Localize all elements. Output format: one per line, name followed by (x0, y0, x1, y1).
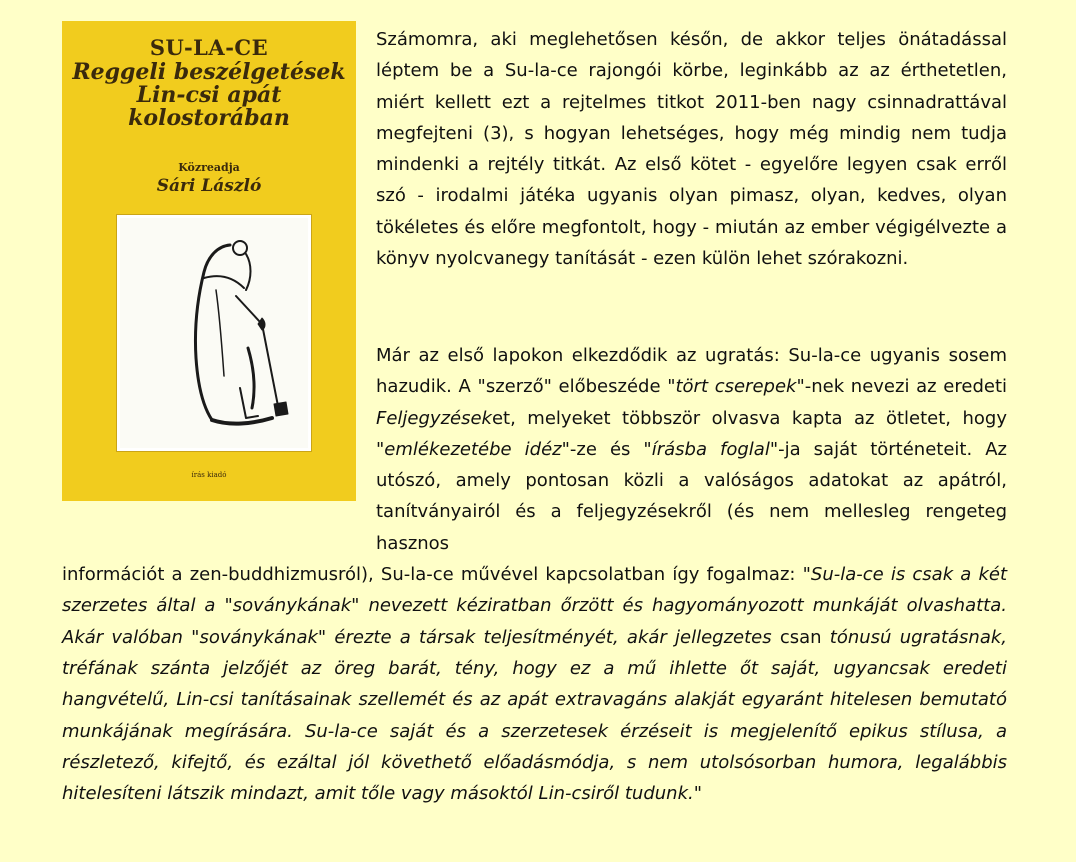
italic-span: írásba foglal (651, 438, 770, 460)
text-span: információt a zen-buddhizmusról), Su-la-ce művével kapcsolatban így fogalmaz: " (62, 564, 811, 586)
cover-publisher: írás kiadó (191, 471, 227, 479)
paragraph-2-wrapped-part (62, 340, 1007, 559)
cover-author: SU-LA-CE (149, 35, 269, 60)
cover-editor: Sári László (156, 176, 262, 196)
quote-italic-span: tónusú ugratásnak, tréfának szánta jelzőjét az öreg barát, tény, hogy ez a mű ihlette őt saját, ugyancsak eredeti hangvételű, Lin-csi tanításainak szellemét és az apát extravagáns alakját egyaránt hitelesen bemutató munkájának megírására. Su-la-ce saját és a szerzetesek érzéseit is megjelenítő epikus stílusa, a részletező, kifejtő, és ezáltal jól követhető előadásmódja, s nem utolsósorban humora, legalábbis hitelesíteni látszik mindazt, amit tőle vagy másoktól Lin-csiről tudunk. (62, 626, 1008, 805)
quote-italic-span: Su-la-ce is csak a két szerzetes által a "soványkának" nevezett kéziratban őrzött és hagyományozott munkáját olvashatta. Akár valóban "soványkának" érezte a társak teljesítményét, akár jellegzetes (62, 564, 1008, 648)
italic-span: emlékezetébe idéz (384, 438, 562, 460)
text-span: csan (779, 626, 822, 648)
text-span: Már az első lapokon elkezdődik az ugratás: Su-la-ce ugyanis sosem hazudik. A "szerző" előbeszéde " (376, 345, 1007, 398)
paragraph-2-full-width-part (62, 559, 1007, 809)
paragraph-2 (62, 340, 1007, 809)
text-span: et, melyeket többször olvasva kapta az ötletet, hogy " (376, 407, 1007, 460)
italic-span: tört cserepek (675, 376, 797, 398)
text-span: "-nek nevezi az eredeti (796, 376, 1007, 398)
text-span: "-ja saját történeteit. Az utószó, amely pontosan közli a valóságos adatokat az apátról, tanítványairól és a feljegyzésekről (és nem mellesleg rengeteg hasznos (376, 438, 1007, 554)
cover-title-line: Lin-csi apát (136, 82, 282, 108)
cover-title-line: Reggeli beszélgetések (72, 59, 346, 85)
cover-edited-by: Közreadja (178, 161, 240, 174)
text-span: " (693, 783, 703, 805)
cover-title-line: kolostorában (128, 105, 290, 131)
paragraph-1: Számomra, aki meglehetősen későn, de akkor teljes önátadással léptem be a Su-la-ce rajongói körbe, leginkább az az érthetetlen, miért kellett ezt a rejtelmes titkot 2011-ben nagy csinnadrattával megfejteni (3), s hogyan lehetséges, hogy még mindig nem tudja mindenki a rejtély titkát. Az első kötet - egyelőre legyen csak erről szó - irodalmi játéka ugyanis olyan pimasz, olyan, kedves, olyan tökéletes és előre megfontolt, hogy - miután az ember végigélvezte a könyv nyolcvanegy tanítását - ezen külön lehet szórakozni. (376, 29, 1007, 270)
text-span: "-ze és " (561, 438, 652, 460)
italic-span: Feljegyzések (376, 407, 492, 429)
cover-title (62, 61, 356, 130)
